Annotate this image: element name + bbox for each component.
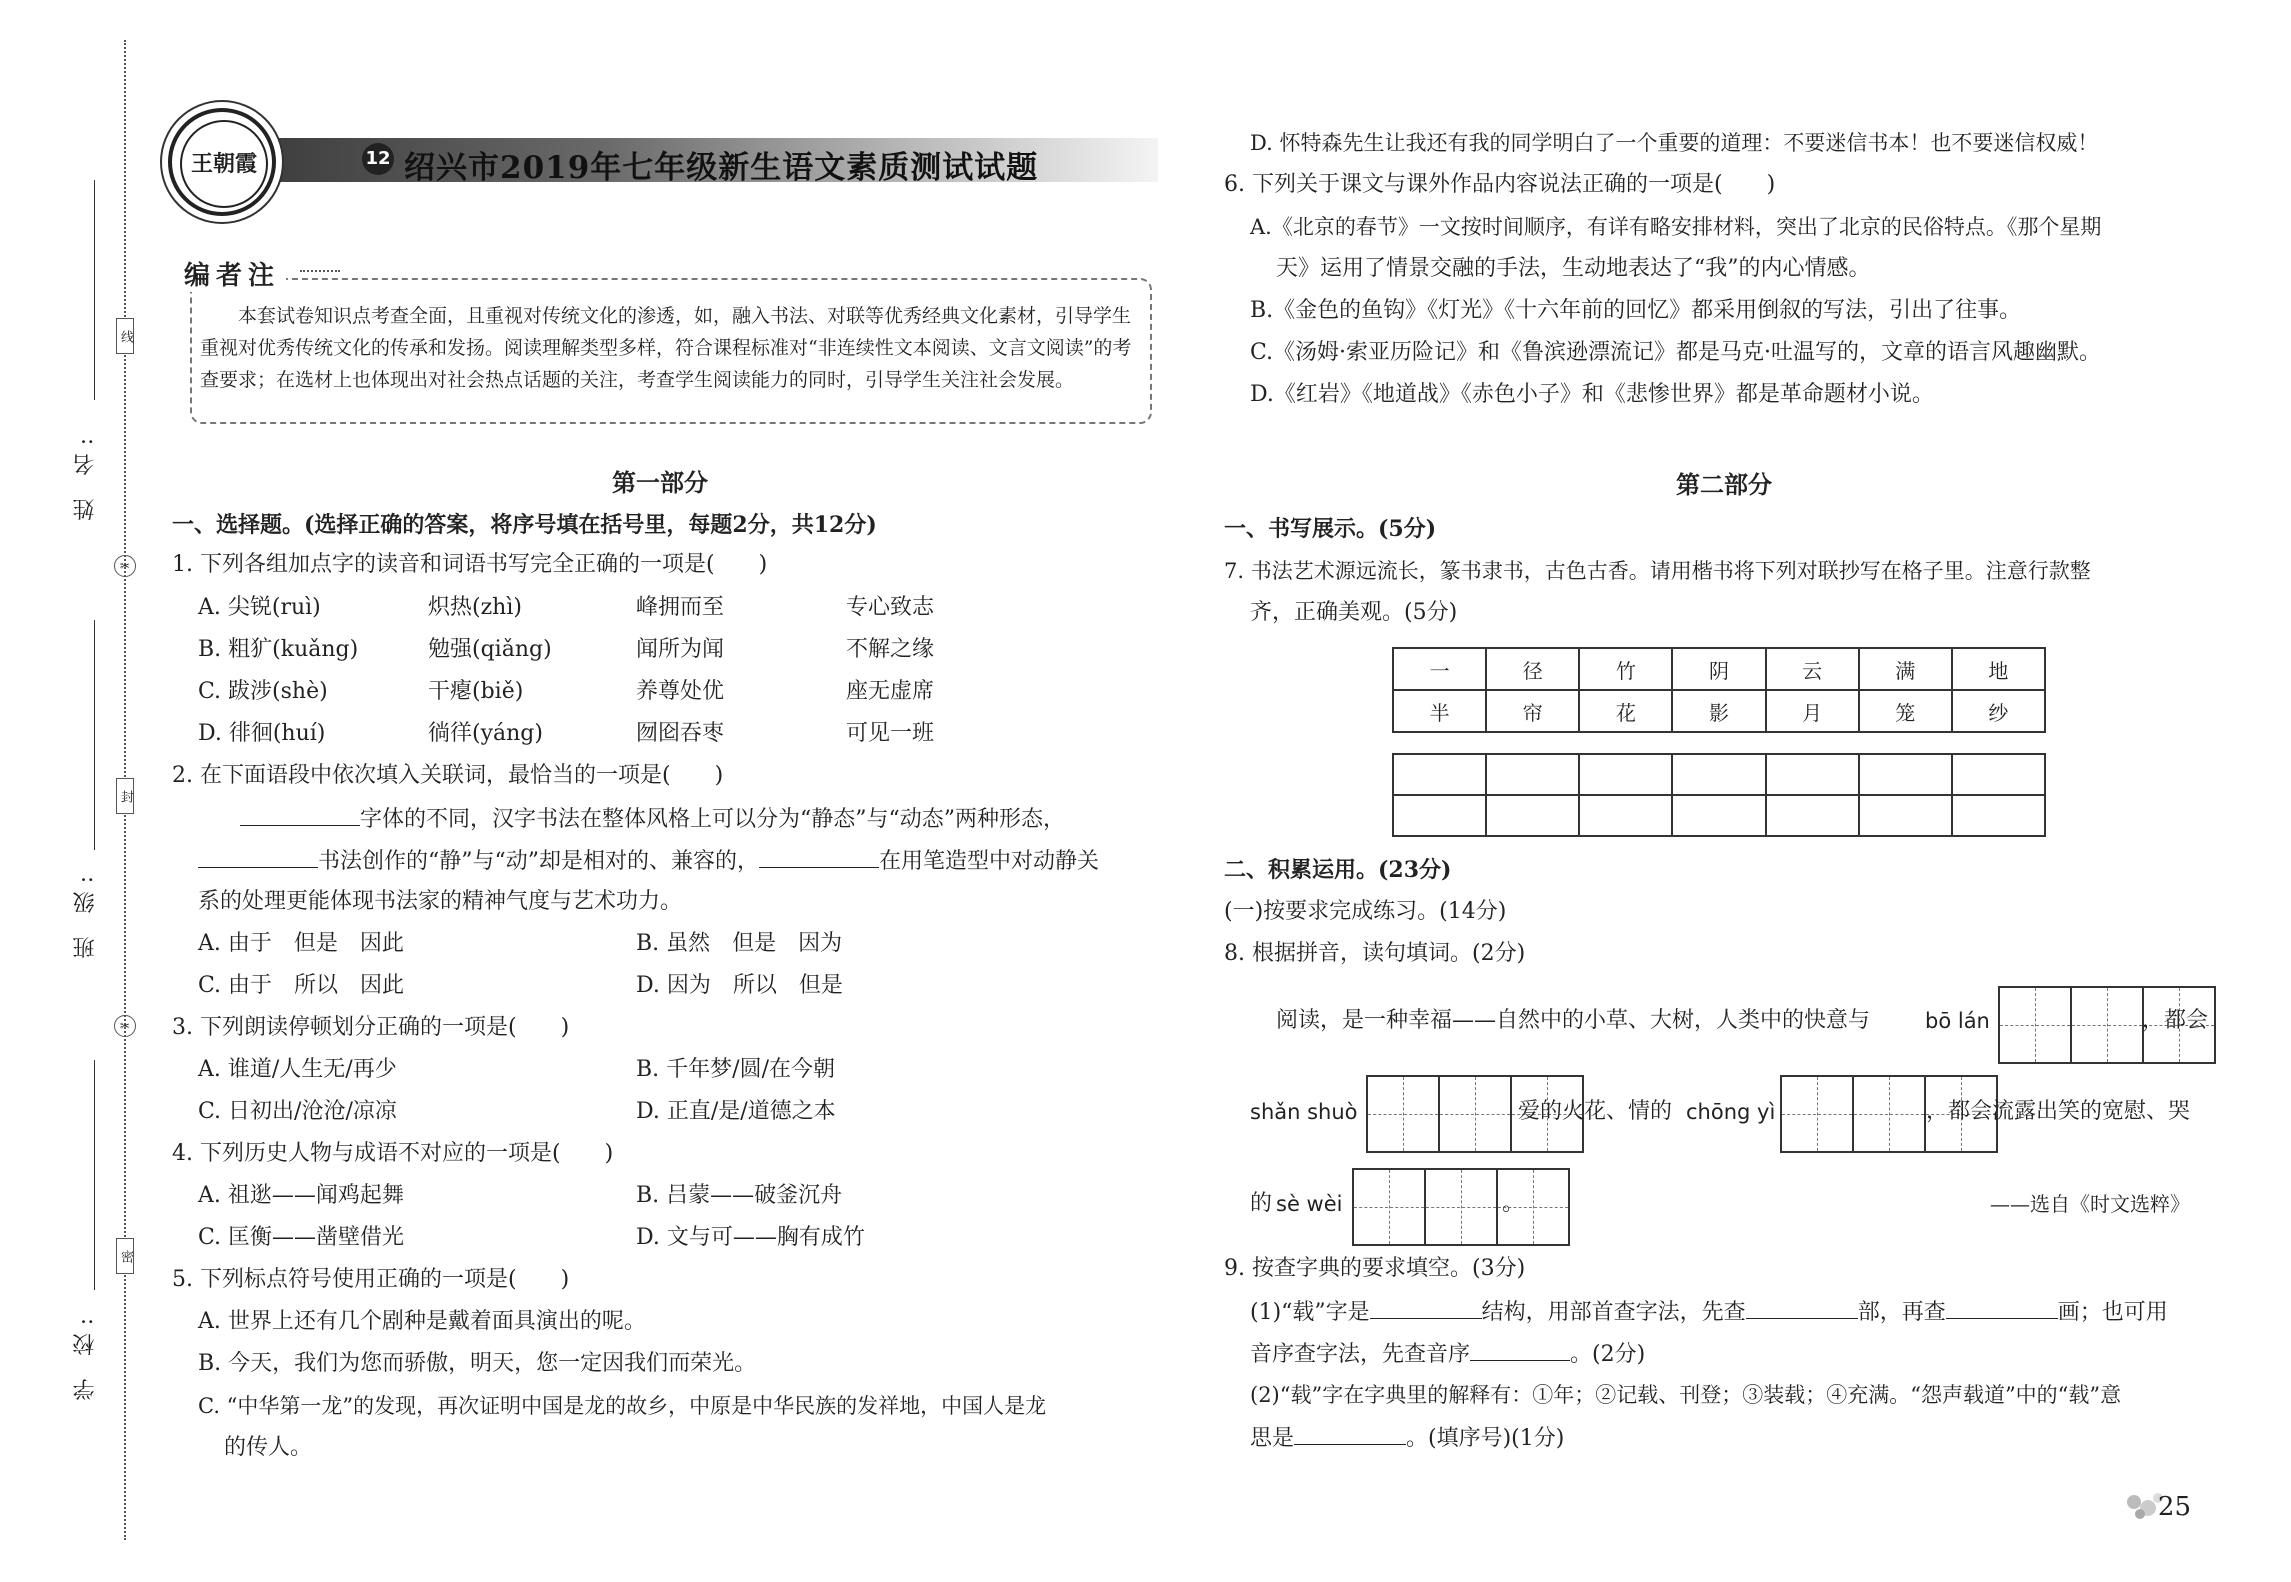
couplet-cell: 花 — [1579, 690, 1672, 732]
q9-line3: (2)“载”字在字典里的解释有：①年；②记载、刊登；③装载；④充满。“怨声载道”中的“载”意 — [1250, 1383, 2122, 1407]
q9-l4a: 思是 — [1250, 1426, 1295, 1451]
writing-cell[interactable] — [1486, 754, 1579, 795]
q9-l1c: 部，再查 — [1857, 1300, 1946, 1325]
section-writing: 一、书写展示。(5分) — [1224, 516, 1437, 542]
writing-cell[interactable] — [1672, 795, 1765, 836]
q9-l2b: 。(2分) — [1570, 1342, 1646, 1367]
binding-scissor-icon: ✂ — [114, 1015, 136, 1037]
q1-A2: 炽热(zhì) — [428, 595, 522, 620]
q8-line1a: 阅读，是一种幸福——自然中的小草、大树，人类中的快意与 — [1276, 1008, 1871, 1033]
q8-line2b: ，都会流露出笑的宽慰、哭 — [1926, 1099, 2191, 1124]
q2-line2 — [198, 845, 1099, 877]
q5-optD: D. 怀特森先生让我还有我的同学明白了一个重要的道理：不要迷信书本！也不要迷信权威！ — [1250, 131, 2099, 155]
q4-optA: A. 祖逖——闻鸡起舞 — [198, 1183, 404, 1208]
q6-optA2: 天》运用了情景交融的手法，生动地表达了“我”的内心情感。 — [1276, 256, 1871, 281]
q2-line1 — [240, 803, 1065, 835]
q5-optB: B. 今天，我们为您而骄傲，明天，您一定因我们而荣光。 — [198, 1351, 757, 1376]
q9-l2a: 音序查字法，先查音序 — [1250, 1342, 1471, 1367]
couplet-writing-grid — [1392, 753, 2046, 837]
couplet-cell: 云 — [1766, 648, 1859, 690]
writing-cell[interactable] — [1672, 754, 1765, 795]
q2-stem: 2. 在下面语段中依次填入关联词，最恰当的一项是( ) — [172, 763, 724, 788]
q3-optD: D. 正直/是/道德之本 — [636, 1099, 836, 1124]
q1-B1: B. 粗犷(kuǎng) — [198, 637, 359, 662]
binding-marker-mi: 密 — [116, 1238, 134, 1274]
q8-line3a: 的 — [1250, 1191, 1273, 1216]
subsection-1: (一)按要求完成练习。(14分) — [1224, 899, 1507, 924]
q6-stem: 6. 下列关于课文与课外作品内容说法正确的一项是( ) — [1224, 172, 1776, 197]
note-dotted-rule — [300, 270, 340, 272]
q3-stem: 3. 下列朗读停顿划分正确的一项是( ) — [172, 1015, 570, 1040]
q2-p2a: 书法创作的“静”与“动”却是相对的、兼容的， — [318, 849, 759, 874]
binding-marker-feng: 封 — [116, 778, 134, 814]
q9-l1b: 结构，用部首查字法，先查 — [1481, 1300, 1746, 1325]
q6-optB: B.《金色的鱼钩》《灯光》《十六年前的回忆》都采用倒叙的写法，引出了往事。 — [1250, 298, 2022, 323]
q9-blank-5[interactable] — [1294, 1422, 1406, 1445]
test-number: 12 — [362, 143, 394, 175]
q8-pinyin-4: sè wèi — [1276, 1192, 1343, 1216]
q5-optC2: 的传人。 — [224, 1435, 313, 1460]
q9-blank-1[interactable] — [1370, 1296, 1482, 1319]
q1-A3: 峰拥而至 — [636, 595, 725, 620]
q4-optB: B. 吕蒙——破釜沉舟 — [636, 1183, 843, 1208]
couplet-table — [1392, 647, 2046, 733]
q1-D2: 徜徉(yáng) — [428, 721, 543, 746]
writing-cell[interactable] — [1579, 754, 1672, 795]
q2-optA: A. 由于 但是 因此 — [198, 931, 404, 956]
q1-D3: 囫囵吞枣 — [636, 721, 725, 746]
q1-C2: 干瘪(biě) — [428, 679, 524, 704]
editor-note-label: 编者注 — [178, 255, 286, 292]
q2-optD: D. 因为 所以 但是 — [636, 973, 843, 998]
couplet-cell: 笼 — [1859, 690, 1952, 732]
q4-optD: D. 文与可——胸有成竹 — [636, 1225, 865, 1250]
q6-optC: C.《汤姆·索亚历险记》和《鲁滨逊漂流记》都是马克·吐温写的，文章的语言风趣幽默。 — [1250, 340, 2102, 365]
q2-optB: B. 虽然 但是 因为 — [636, 931, 843, 956]
couplet-cell: 纱 — [1952, 690, 2045, 732]
q8-source: ——选自《时文选粹》 — [1990, 1192, 2190, 1216]
q1-B2: 勉强(qiǎng) — [428, 637, 552, 662]
section1-heading: 一、选择题。(选择正确的答案，将序号填在括号里，每题2分，共12分) — [172, 512, 877, 538]
writing-cell[interactable] — [1766, 754, 1859, 795]
binding-marker-xian: 线 — [116, 318, 134, 354]
couplet-cell: 径 — [1486, 648, 1579, 690]
writing-cell[interactable] — [1393, 795, 1486, 836]
q8-pinyin-1: bō lán — [1925, 1009, 1990, 1033]
couplet-cell: 阴 — [1672, 648, 1765, 690]
q9-l4b: 。(填序号)(1分) — [1406, 1426, 1565, 1451]
q1-A1: A. 尖锐(ruì) — [198, 595, 321, 620]
q1-B3: 闻所为闻 — [636, 637, 725, 662]
couplet-cell: 竹 — [1579, 648, 1672, 690]
q1-stem: 1. 下列各组加点字的读音和词语书写完全正确的一项是( ) — [172, 552, 768, 577]
q9-blank-3[interactable] — [1946, 1296, 2058, 1319]
q1-C1: C. 跋涉(shè) — [198, 679, 328, 704]
writing-cell[interactable] — [1579, 795, 1672, 836]
q9-line2 — [1250, 1338, 1645, 1370]
editor-note-text: 本套试卷知识点考查全面，且重视对传统文化的渗透，如，融入书法、对联等优秀经典文化素材，引导学生重视对优秀传统文化的传承和发扬。阅读理解类型多样，符合课程标准对“非连续性文本阅读、文言文阅读”的考查要求；在选材上也体现出对社会热点话题的关注，考查学生阅读能力的同时，引导学生关注社会发展。 — [200, 305, 1132, 391]
writing-cell[interactable] — [1486, 795, 1579, 836]
q5-stem: 5. 下列标点符号使用正确的一项是( ) — [172, 1267, 570, 1292]
page-number: 25 — [2157, 1492, 2191, 1522]
section-accumulation: 二、积累运用。(23分) — [1224, 857, 1452, 883]
school-label: 学 校: — [73, 1310, 98, 1401]
q2-blank-3[interactable] — [759, 845, 879, 868]
q6-optD: D.《红岩》《地道战》《赤色小子》和《悲惨世界》都是革命题材小说。 — [1250, 382, 1934, 407]
q5-optC1: C. “中华第一龙”的发现，再次证明中国是龙的故乡，中原是中华民族的发祥地，中国人是龙 — [198, 1394, 1047, 1418]
q2-blank-1[interactable] — [240, 803, 360, 826]
couplet-cell: 影 — [1672, 690, 1765, 732]
q1-C3: 养尊处优 — [636, 679, 725, 704]
q8-line2a: 爱的火花、情的 — [1518, 1099, 1673, 1124]
class-label: 班 级: — [73, 868, 98, 959]
couplet-cell: 半 — [1393, 690, 1486, 732]
q9-l1a: (1)“载”字是 — [1250, 1300, 1370, 1325]
part2-heading: 第二部分 — [1676, 470, 1772, 499]
q2-p1: 字体的不同，汉字书法在整体风格上可以分为“静态”与“动态”两种形态， — [360, 807, 1065, 832]
writing-cell[interactable] — [1859, 795, 1952, 836]
couplet-cell: 月 — [1766, 690, 1859, 732]
school-line — [94, 1060, 95, 1290]
writing-cell[interactable] — [1952, 795, 2045, 836]
writing-cell[interactable] — [1859, 754, 1952, 795]
couplet-cell: 帘 — [1486, 690, 1579, 732]
couplet-cell: 一 — [1393, 648, 1486, 690]
q8-pinyin-3: chōng yì — [1686, 1100, 1776, 1124]
name-label: 姓 名: — [73, 430, 98, 521]
q8-stem: 8. 根据拼音，读句填词。(2分) — [1224, 941, 1526, 966]
q9-line1 — [1250, 1296, 2168, 1328]
q1-C4: 座无虚席 — [846, 679, 935, 704]
q3-optA: A. 谁道/人生无/再少 — [198, 1057, 397, 1082]
writing-cell[interactable] — [1393, 754, 1486, 795]
q1-D4: 可见一班 — [846, 721, 935, 746]
logo-text: 王朝霞 — [180, 120, 268, 208]
q5-optA: A. 世界上还有几个剧种是戴着面具演出的呢。 — [198, 1309, 646, 1334]
couplet-cell: 满 — [1859, 648, 1952, 690]
publisher-logo — [168, 108, 276, 216]
q1-A4: 专心致志 — [846, 595, 935, 620]
writing-cell[interactable] — [1952, 754, 2045, 795]
q2-blank-2[interactable] — [198, 845, 318, 868]
q8-pinyin-2: shǎn shuò — [1250, 1100, 1358, 1124]
q3-optB: B. 千年梦/圆/在今朝 — [636, 1057, 835, 1082]
writing-cell[interactable] — [1766, 795, 1859, 836]
q1-B4: 不解之缘 — [846, 637, 935, 662]
q9-blank-4[interactable] — [1470, 1338, 1570, 1361]
q8-line3b: 。 — [1502, 1191, 1525, 1216]
q9-stem: 9. 按查字典的要求填空。(3分) — [1224, 1256, 1526, 1281]
binding-scissor-icon: ✂ — [114, 555, 136, 577]
couplet-cell: 地 — [1952, 648, 2045, 690]
q9-blank-2[interactable] — [1746, 1296, 1858, 1319]
class-line — [94, 620, 95, 850]
q4-optC: C. 匡衡——凿壁借光 — [198, 1225, 405, 1250]
part1-heading: 第一部分 — [612, 468, 708, 497]
q2-p2b: 在用笔造型中对动静关 — [879, 849, 1100, 874]
q8-line1b: ，都会 — [2142, 1008, 2209, 1033]
q9-l1d: 画；也可用 — [2057, 1300, 2168, 1325]
q4-stem: 4. 下列历史人物与成语不对应的一项是( ) — [172, 1141, 614, 1166]
q6-optA1: A.《北京的春节》一文按时间顺序，有详有略安排材料，突出了北京的民俗特点。《那个星期 — [1250, 215, 2102, 239]
q1-D1: D. 徘徊(huí) — [198, 721, 326, 746]
name-line — [94, 180, 95, 400]
page-title: 绍兴市2019年七年级新生语文素质测试试题 — [404, 150, 1039, 186]
q2-line3: 系的处理更能体现书法家的精神气度与艺术功力。 — [198, 889, 683, 914]
q3-optC: C. 日初出/沧沧/凉凉 — [198, 1099, 397, 1124]
q9-line4 — [1250, 1422, 1564, 1454]
q7-stem2: 齐，正确美观。(5分) — [1250, 600, 1458, 625]
q7-stem1: 7. 书法艺术源远流长，篆书隶书，古色古香。请用楷书将下列对联抄写在格子里。注意行款整 — [1224, 559, 2091, 583]
q2-optC: C. 由于 所以 因此 — [198, 973, 405, 998]
q8-answer-box-4[interactable] — [1354, 1168, 1570, 1246]
